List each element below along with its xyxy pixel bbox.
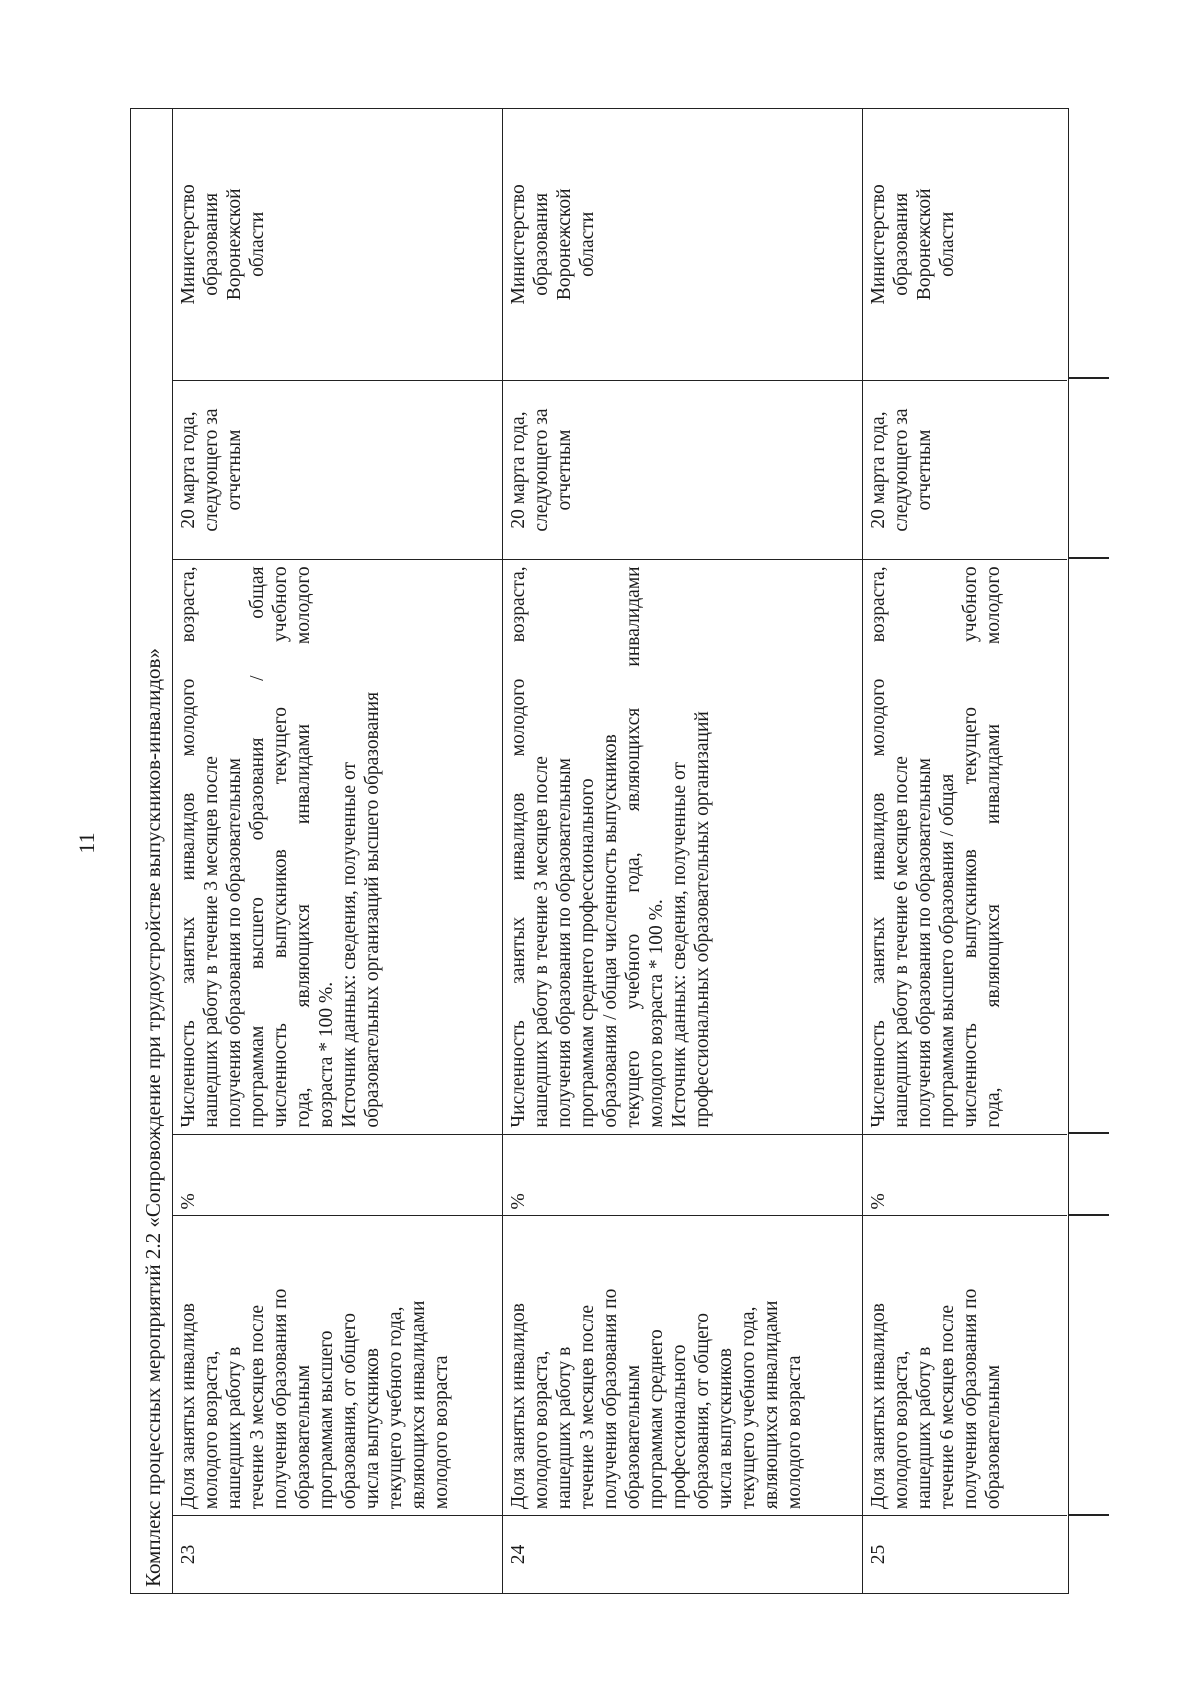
indicator-name-line: являющихся инвалидами: [761, 1300, 782, 1510]
method-line: получения образования по образовательным: [554, 758, 575, 1128]
unit-of-measure: %: [173, 1134, 502, 1216]
deadline-line: 20 марта года,: [178, 411, 199, 529]
org-line: Министерство: [178, 184, 199, 305]
org-line: Воронежской: [914, 188, 935, 301]
indicator-name-line: получения образования по: [960, 1288, 981, 1510]
method-line: численность выпускников текущего учебного: [960, 566, 981, 1128]
indicator-name-line: нашедших работу в: [224, 1346, 245, 1510]
page-number: 11: [74, 832, 99, 854]
indicators-table: [130, 108, 1069, 1594]
deadline-line: следующего за: [201, 408, 222, 532]
indicator-name-line: образовательным: [623, 1364, 644, 1510]
org-line: образования: [201, 192, 222, 296]
column-divider: [1069, 1133, 1109, 1135]
table-continuation-edge: [1069, 108, 1140, 1594]
deadline-line: отчетным: [554, 429, 575, 511]
row-number: 24: [503, 1515, 862, 1593]
indicator-name-line: молодого возраста,: [891, 1350, 912, 1510]
deadline-line: следующего за: [531, 408, 552, 532]
calculation-method: [863, 559, 1067, 1133]
column-divider: [1069, 1515, 1109, 1517]
indicator-name-line: числа выпускников: [715, 1347, 736, 1510]
method-line: года, являющихся инвалидами молодого: [293, 566, 314, 1128]
indicator-name-line: молодого возраста: [431, 1355, 452, 1510]
table-row: [863, 109, 1067, 1593]
indicator-name-line: Доля занятых инвалидов: [508, 1303, 529, 1510]
method-line: образовательных организаций высшего образования: [362, 691, 383, 1128]
indicator-name-line: профессионального: [669, 1344, 690, 1510]
indicator-name-line: образовательным: [983, 1364, 1004, 1510]
deadline-line: 20 марта года,: [508, 411, 529, 529]
method-line: текущего учебного года, являющихся инвалидами: [623, 566, 644, 1128]
method-line: профессиональных образовательных организаций: [692, 711, 713, 1128]
method-line: Численность занятых инвалидов молодого возраста,: [178, 566, 199, 1128]
method-line: программам высшего образования / общая: [247, 566, 268, 1128]
method-line: нашедших работу в течение 6 месяцев после: [891, 756, 912, 1128]
method-line: образования / общая численность выпускников: [600, 734, 621, 1128]
deadline-line: отчетным: [224, 429, 245, 511]
calculation-method: [173, 559, 502, 1133]
deadline: [863, 380, 1067, 560]
org-line: области: [247, 211, 268, 277]
method-line: нашедших работу в течение 3 месяцев после: [201, 756, 222, 1128]
indicator-name-line: текущего учебного года,: [738, 1306, 759, 1510]
method-line: получения образования по образовательным: [914, 758, 935, 1128]
indicator-name-line: образования, от общего: [692, 1312, 713, 1510]
method-line: года, являющихся инвалидами молодого: [983, 566, 1004, 1128]
indicator-name-line: течение 3 месяцев после: [247, 1304, 268, 1510]
org-line: образования: [891, 192, 912, 296]
org-line: Министерство: [508, 184, 529, 305]
org-line: области: [577, 211, 598, 277]
org-line: Министерство: [868, 184, 889, 305]
org-line: Воронежской: [224, 188, 245, 301]
indicator-name-line: нашедших работу в: [554, 1346, 575, 1510]
indicator-name-line: программам среднего: [646, 1329, 667, 1510]
calculation-method: [503, 559, 862, 1133]
method-line: Источник данных: сведения, полученные от: [339, 762, 360, 1128]
indicator-name-line: молодого возраста: [784, 1355, 805, 1510]
indicator-name-line: Доля занятых инвалидов: [178, 1303, 199, 1510]
responsible-organization: [863, 109, 1067, 380]
unit-of-measure: %: [863, 1134, 1067, 1216]
indicator-name-line: числа выпускников: [362, 1347, 383, 1510]
indicator-name-line: образования, от общего: [339, 1312, 360, 1510]
method-line: численность выпускников текущего учебного: [270, 566, 291, 1128]
responsible-organization: [173, 109, 502, 380]
method-line: получения образования по образовательным: [224, 758, 245, 1128]
responsible-organization: [503, 109, 862, 380]
indicator-name-line: нашедших работу в: [914, 1346, 935, 1510]
indicator-name-line: текущего учебного года,: [385, 1306, 406, 1510]
org-line: образования: [531, 192, 552, 296]
indicator-name: [863, 1216, 1067, 1516]
deadline-line: отчетным: [914, 429, 935, 511]
method-line: Численность занятых инвалидов молодого возраста,: [868, 566, 889, 1128]
indicator-name-line: программам высшего: [316, 1330, 337, 1510]
method-line: программам среднего профессионального: [577, 778, 598, 1128]
row-number: 23: [173, 1515, 502, 1593]
indicator-name-line: образовательным: [293, 1364, 314, 1510]
table-row: [503, 109, 863, 1593]
column-divider: [1069, 378, 1109, 380]
table-caption: Комплекс процессных мероприятий 2.2 «Сопровождение при трудоустройстве выпускников-инвалидов»: [131, 109, 173, 1593]
indicator-name-line: Доля занятых инвалидов: [868, 1303, 889, 1510]
indicator-name-line: течение 3 месяцев после: [577, 1304, 598, 1510]
column-divider: [1069, 558, 1109, 560]
rotated-document-page: [60, 70, 1140, 1616]
method-line: Численность занятых инвалидов молодого возраста,: [508, 566, 529, 1128]
indicator-name: [173, 1216, 502, 1516]
indicator-name-line: получения образования по: [270, 1288, 291, 1510]
indicator-name-line: молодого возраста,: [201, 1350, 222, 1510]
method-line: Источник данных: сведения, полученные от: [669, 762, 690, 1128]
deadline: [503, 380, 862, 560]
indicator-name-line: течение 6 месяцев после: [937, 1304, 958, 1510]
deadline-line: 20 марта года,: [868, 411, 889, 529]
method-line: нашедших работу в течение 3 месяцев после: [531, 756, 552, 1128]
unit-of-measure: %: [503, 1134, 862, 1216]
table-row: [173, 109, 503, 1593]
row-number: 25: [863, 1515, 1067, 1593]
indicator-name-line: получения образования по: [600, 1288, 621, 1510]
indicator-name-line: являющихся инвалидами: [408, 1300, 429, 1510]
deadline-line: следующего за: [891, 408, 912, 532]
org-line: области: [937, 211, 958, 277]
method-line: молодого возраста * 100 %.: [646, 899, 667, 1128]
method-line: возраста * 100 %.: [316, 981, 337, 1128]
org-line: Воронежской: [554, 188, 575, 301]
deadline: [173, 380, 502, 560]
method-line: программам высшего образования / общая: [937, 773, 958, 1128]
indicator-name-line: молодого возраста,: [531, 1350, 552, 1510]
column-divider: [1069, 1215, 1109, 1217]
indicator-name: [503, 1216, 862, 1516]
